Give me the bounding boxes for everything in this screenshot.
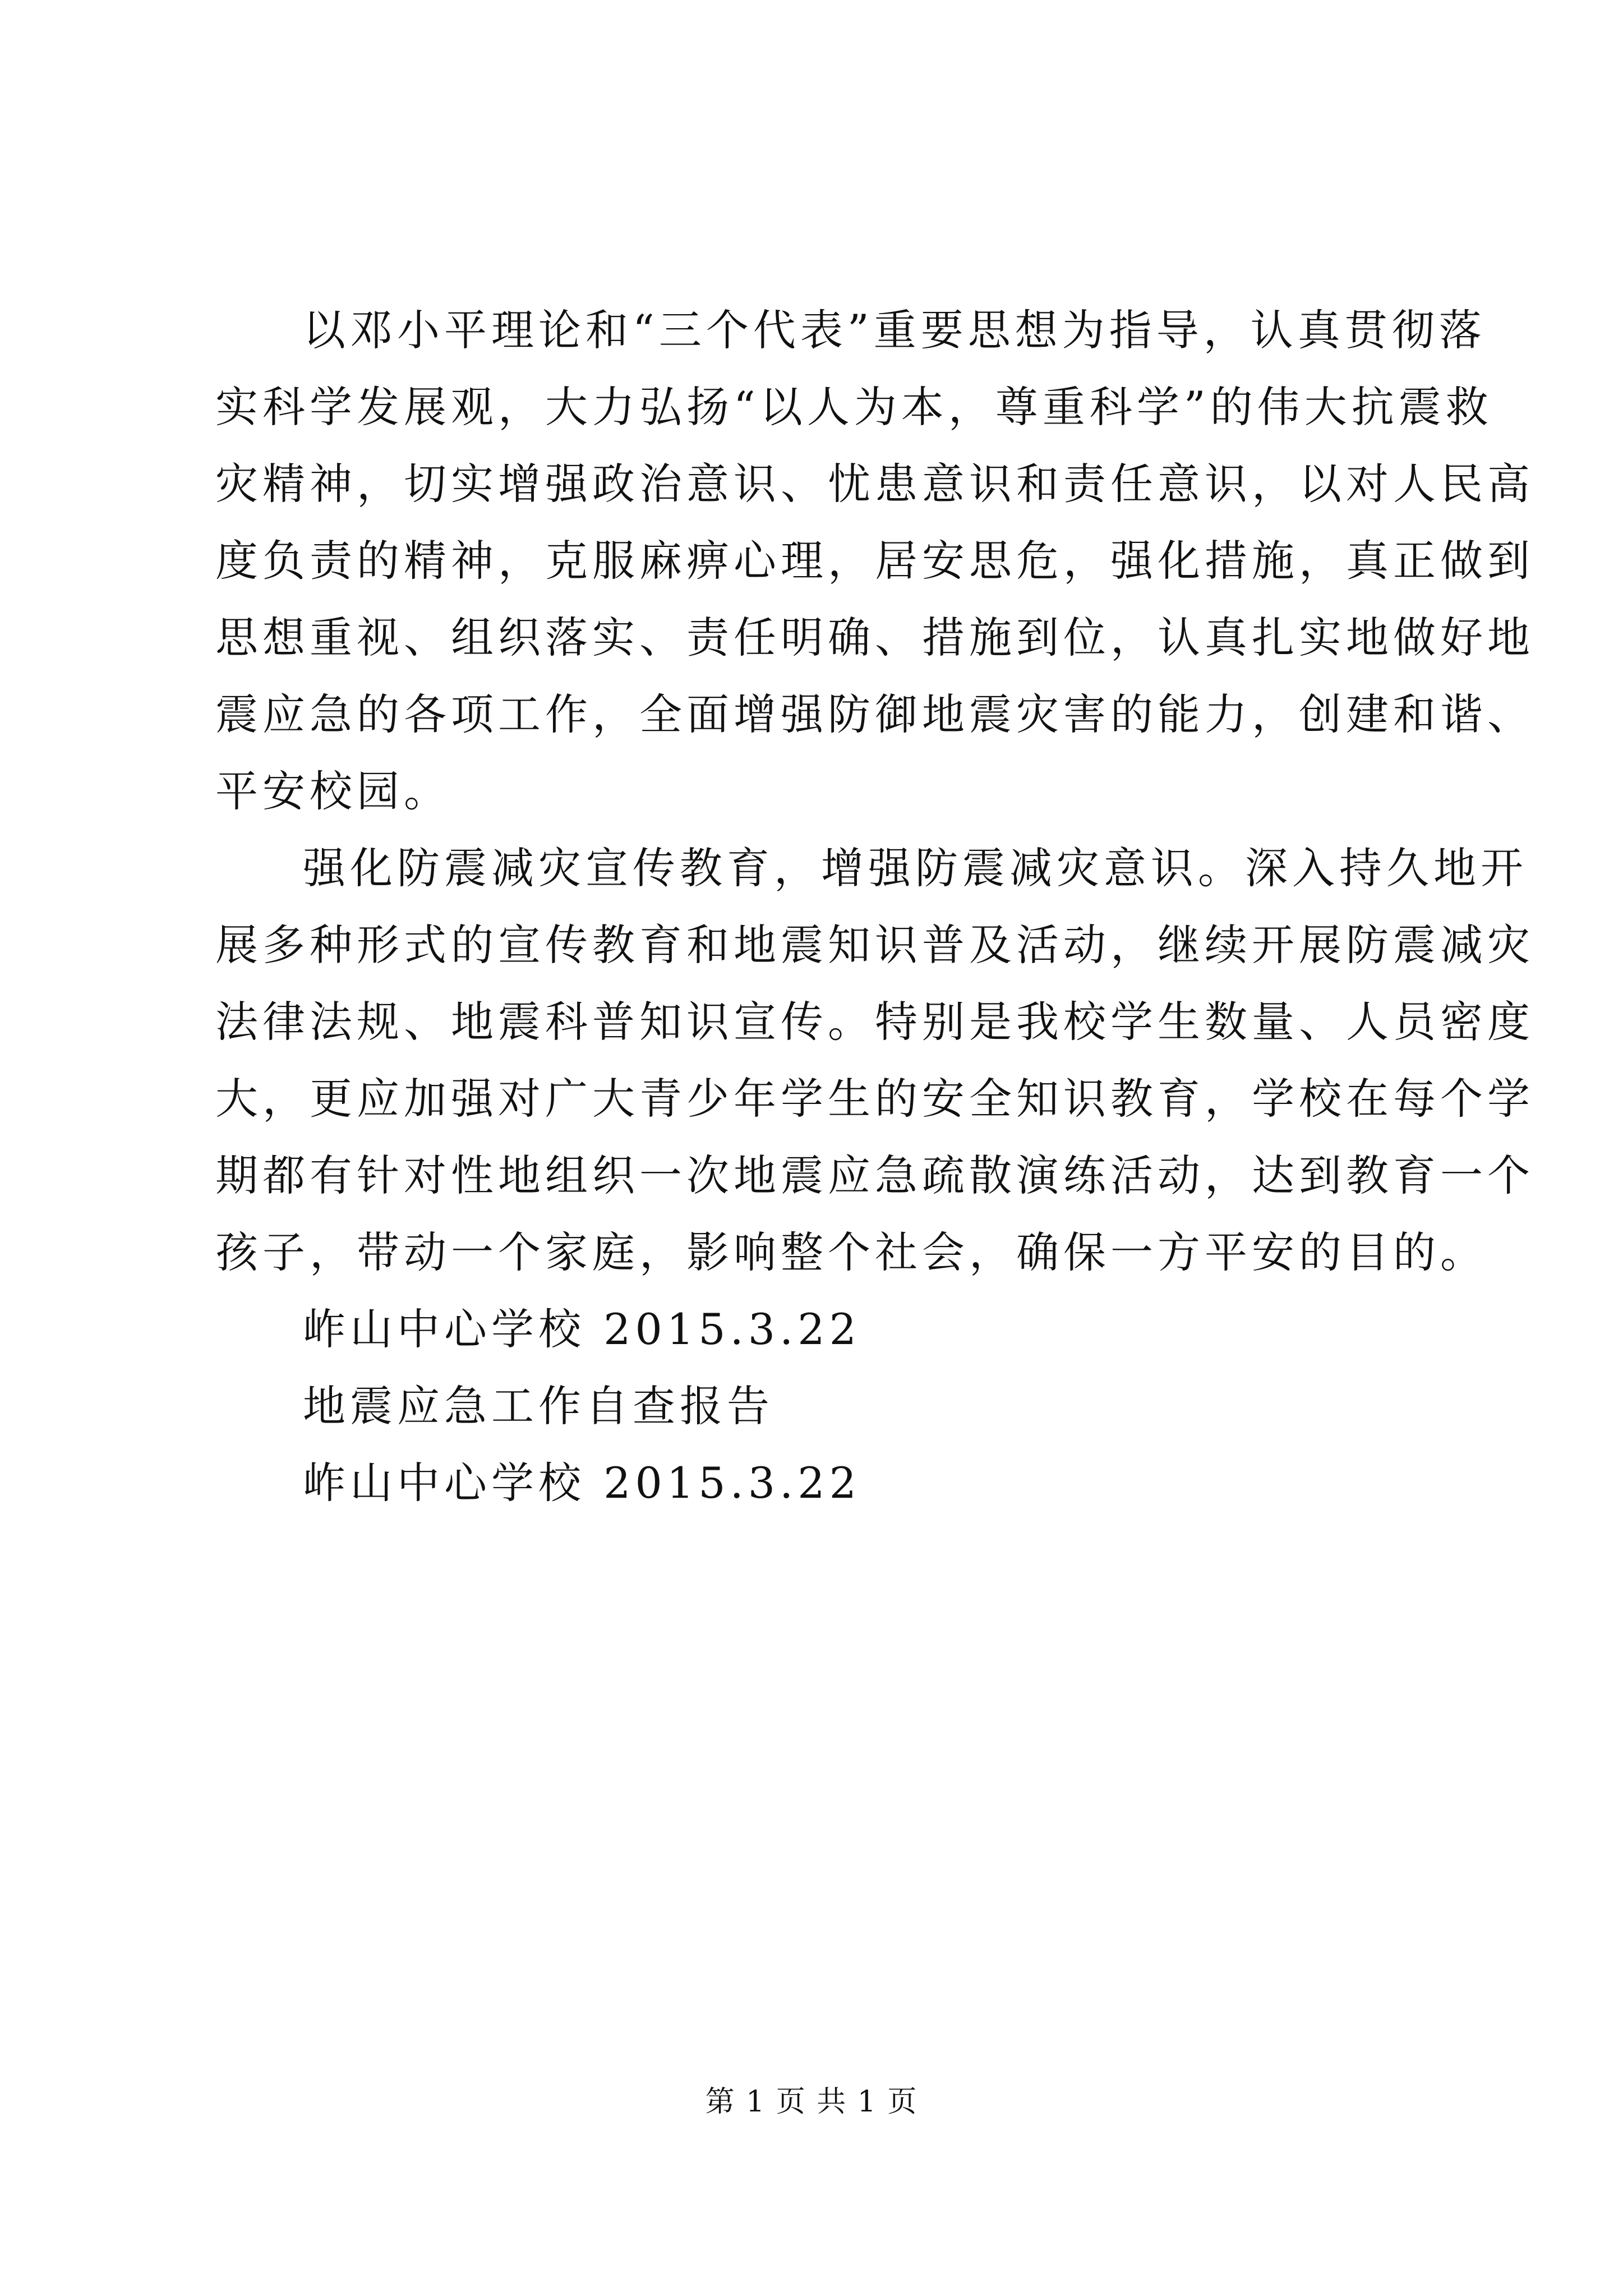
paragraph-1-line-7: 平安校园。 (215, 766, 451, 816)
paragraph-1-line-2: 实科学发展观，大力弘扬“以人为本，尊重科学”的伟大抗震救 (215, 382, 1493, 432)
paragraph-2-line-3: 法律法规、地震科普知识宣传。特别是我校学生数量、人员密度 (215, 997, 1534, 1047)
signature-line-1: 岞山中心学校 2015.3.22 (303, 1304, 861, 1354)
paragraph-2-line-4: 大，更应加强对广大青少年学生的安全知识教育，学校在每个学 (215, 1074, 1534, 1124)
document-body (215, 292, 1534, 1521)
paragraph-2-line-1: 强化防震减灾宣传教育，增强防震减灾意识。深入持久地开 (303, 843, 1528, 893)
signature-line-2: 岞山中心学校 2015.3.22 (303, 1458, 861, 1508)
report-title: 地震应急工作自查报告 (303, 1381, 774, 1431)
paragraph-1-line-4: 度负责的精神，克服麻痹心理，居安思危，强化措施，真正做到 (215, 536, 1534, 586)
paragraph-1-line-1: 以邓小平理论和“三个代表”重要思想为指导，认真贯彻落 (303, 305, 1486, 355)
paragraph-1-line-3: 灾精神，切实增强政治意识、忧患意识和责任意识，以对人民高 (215, 459, 1534, 509)
paragraph-1-line-5: 思想重视、组织落实、责任明确、措施到位，认真扎实地做好地 (215, 613, 1534, 662)
paragraph-1-line-6: 震应急的各项工作，全面增强防御地震灾害的能力，创建和谐、 (215, 689, 1534, 739)
page-footer: 第 1 页 共 1 页 (705, 2085, 918, 2119)
paragraph-2-line-6: 孩子，带动一个家庭，影响整个社会，确保一方平安的目的。 (215, 1227, 1487, 1277)
paragraph-2-line-5: 期都有针对性地组织一次地震应急疏散演练活动，达到教育一个 (215, 1151, 1534, 1200)
paragraph-2-line-2: 展多种形式的宣传教育和地震知识普及活动，继续开展防震减灾 (215, 920, 1534, 970)
